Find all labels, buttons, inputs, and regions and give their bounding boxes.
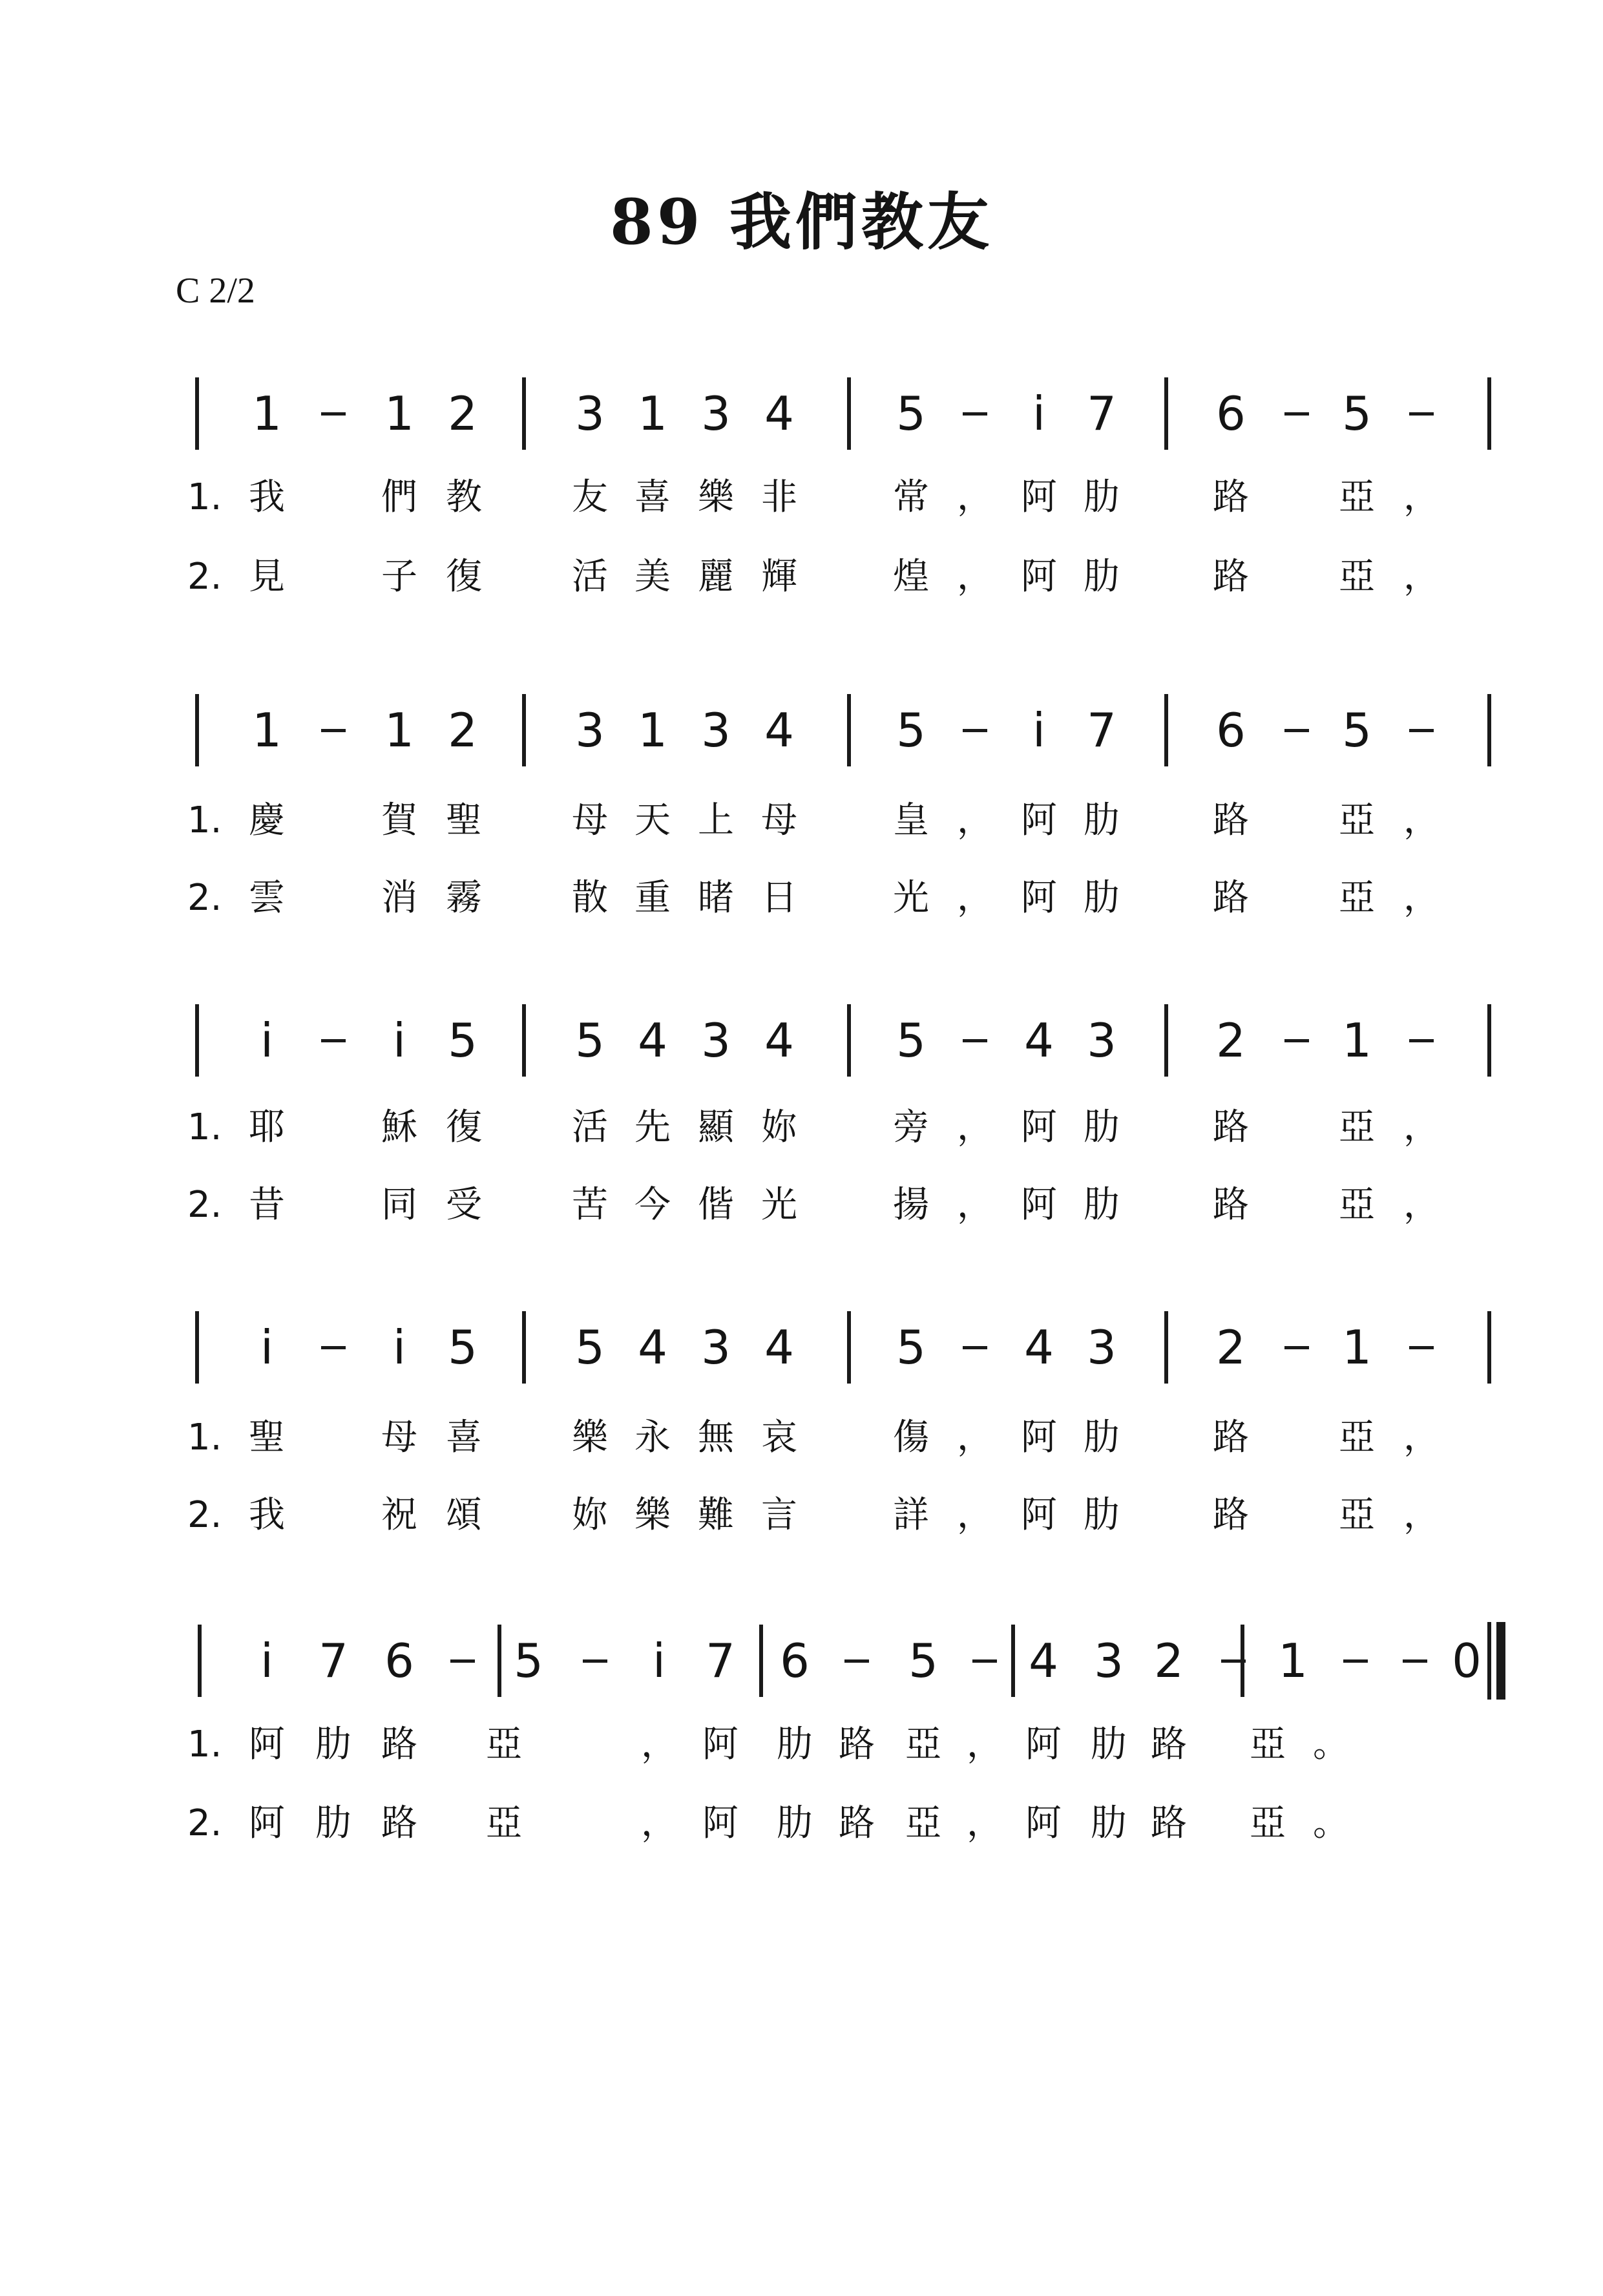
lyric-syllable: 我 <box>249 1494 285 1536</box>
note: 3 <box>701 386 731 441</box>
lyric-syllable: 今 <box>634 1184 671 1226</box>
note: 6 <box>1216 386 1246 441</box>
lyric-syllable: 雲 <box>249 877 285 919</box>
lyric-syllable: 樂 <box>572 1417 608 1459</box>
lyric-syllable: ， <box>957 476 993 518</box>
lyric-syllable: 亞 <box>1339 1184 1375 1226</box>
note: 4 <box>1024 1320 1054 1374</box>
lyric-syllable: 哀 <box>761 1417 797 1459</box>
lyric-syllable: 亞 <box>1339 877 1375 919</box>
lyric-syllable: 我 <box>249 476 285 518</box>
lyric-syllable: 妳 <box>572 1494 608 1536</box>
lyric-syllable: 肋 <box>1084 1106 1120 1148</box>
note-high-do: i <box>392 1320 406 1374</box>
lyric-line <box>0 1494 1603 1536</box>
lyric-syllable: 阿 <box>702 1802 739 1844</box>
verse-number: 2. <box>187 556 222 598</box>
lyric-syllable: 阿 <box>702 1723 739 1765</box>
barline <box>847 1311 851 1384</box>
note: 4 <box>764 386 794 441</box>
final-barline-thin <box>1487 1622 1491 1700</box>
lyric-syllable: 皇 <box>893 799 929 841</box>
note-high-do: i <box>652 1634 666 1688</box>
lyric-syllable: 散 <box>572 877 608 919</box>
note-hold <box>1403 1638 1427 1684</box>
verse-number: 2. <box>187 1802 222 1844</box>
lyric-syllable: ， <box>1403 1184 1440 1226</box>
lyric-syllable: ， <box>957 877 993 919</box>
lyric-syllable: 亞 <box>905 1802 941 1844</box>
note-high-do: i <box>1032 386 1046 441</box>
note-high-do: i <box>260 1634 274 1688</box>
lyric-syllable: 復 <box>446 1106 482 1148</box>
lyric-syllable: 霧 <box>446 877 482 919</box>
lyric-syllable: ， <box>1403 877 1440 919</box>
lyric-syllable: 樂 <box>634 1494 671 1536</box>
lyric-syllable: 肋 <box>315 1723 351 1765</box>
note: 3 <box>701 1013 731 1068</box>
note: 2 <box>448 703 477 757</box>
note: 6 <box>384 1634 414 1688</box>
lyric-syllable: 路 <box>1213 1184 1249 1226</box>
note-hold <box>1344 1638 1367 1684</box>
note: 4 <box>1029 1634 1058 1688</box>
lyric-syllable: ， <box>1403 1417 1440 1459</box>
lyric-syllable: 傷 <box>893 1417 929 1459</box>
note-hold <box>583 1638 607 1684</box>
note: 4 <box>764 703 794 757</box>
lyric-syllable: 肋 <box>1084 476 1120 518</box>
lyric-syllable: 揚 <box>893 1184 929 1226</box>
lyric-syllable: 肋 <box>315 1802 351 1844</box>
lyric-syllable: 。 <box>1313 1802 1349 1844</box>
lyric-syllable: 樂 <box>698 476 734 518</box>
barline <box>198 1625 202 1697</box>
note: 5 <box>1342 703 1372 757</box>
lyric-syllable: ， <box>957 1184 993 1226</box>
lyric-syllable: 見 <box>249 556 285 598</box>
lyric-syllable: 賀 <box>381 799 417 841</box>
lyric-syllable: 路 <box>1151 1802 1187 1844</box>
lyric-syllable: 肋 <box>1091 1802 1127 1844</box>
note-high-do: i <box>1032 703 1046 757</box>
lyric-syllable: 肋 <box>1091 1723 1127 1765</box>
barline <box>498 1625 501 1697</box>
note-hold <box>451 1638 474 1684</box>
lyric-syllable: 美 <box>634 556 671 598</box>
verse-number: 2. <box>187 1184 222 1226</box>
score-system <box>0 703 1603 757</box>
lyric-syllable: 路 <box>381 1802 417 1844</box>
lyric-syllable: ， <box>957 556 993 598</box>
note-hold <box>322 390 345 437</box>
lyric-syllable: 消 <box>381 877 417 919</box>
lyric-line <box>0 877 1603 919</box>
lyric-syllable: 祝 <box>381 1494 417 1536</box>
lyric-syllable: 輝 <box>761 556 797 598</box>
lyric-syllable: 路 <box>839 1802 875 1844</box>
lyric-syllable: 母 <box>381 1417 417 1459</box>
verse-number: 1. <box>187 1723 222 1765</box>
note-high-do: i <box>260 1320 274 1374</box>
barline <box>847 377 851 450</box>
lyric-syllable: 亞 <box>486 1802 522 1844</box>
lyric-syllable: 受 <box>446 1184 482 1226</box>
lyric-syllable: 亞 <box>1339 556 1375 598</box>
barline <box>522 377 526 450</box>
lyric-syllable: 亞 <box>1339 799 1375 841</box>
note: 4 <box>764 1013 794 1068</box>
note: 1 <box>384 703 414 757</box>
note-hold <box>963 707 987 753</box>
note: 4 <box>638 1320 667 1374</box>
barline <box>195 694 199 766</box>
lyric-syllable: 聖 <box>249 1417 285 1459</box>
verse-number: 2. <box>187 1494 222 1536</box>
lyric-line <box>0 1184 1603 1226</box>
note-high-do: i <box>260 1013 274 1068</box>
note-hold <box>1285 1017 1308 1064</box>
note: 6 <box>1216 703 1246 757</box>
lyric-syllable: 復 <box>446 556 482 598</box>
lyric-syllable: 頌 <box>446 1494 482 1536</box>
lyric-syllable: 阿 <box>1021 1494 1057 1536</box>
note-hold <box>1410 707 1433 753</box>
lyric-syllable: 阿 <box>1021 1106 1057 1148</box>
lyric-syllable: 耶 <box>249 1106 285 1148</box>
note: 7 <box>706 1634 735 1688</box>
lyric-syllable: 顯 <box>698 1106 734 1148</box>
lyric-syllable: 麗 <box>698 556 734 598</box>
lyric-syllable: 同 <box>381 1184 417 1226</box>
barline <box>1164 694 1168 766</box>
lyric-syllable: ， <box>957 1417 993 1459</box>
lyric-syllable: 光 <box>761 1184 797 1226</box>
lyric-syllable: 穌 <box>381 1106 417 1148</box>
note: 5 <box>896 1320 926 1374</box>
note: 4 <box>638 1013 667 1068</box>
note: 4 <box>764 1320 794 1374</box>
lyric-syllable: 妳 <box>761 1106 797 1148</box>
lyric-syllable: ， <box>957 799 993 841</box>
barline <box>195 377 199 450</box>
lyric-syllable: ， <box>967 1802 1003 1844</box>
note: 3 <box>1094 1634 1124 1688</box>
barline <box>1487 377 1491 450</box>
barline <box>1164 377 1168 450</box>
lyric-syllable: 肋 <box>1084 1417 1120 1459</box>
lyric-syllable: 昔 <box>249 1184 285 1226</box>
lyric-syllable: 無 <box>698 1417 734 1459</box>
note-hold <box>845 1638 868 1684</box>
lyric-syllable: 亞 <box>1339 1417 1375 1459</box>
note: 5 <box>575 1013 605 1068</box>
lyric-syllable: ， <box>1403 1106 1440 1148</box>
note-hold <box>1285 707 1308 753</box>
note: 3 <box>1087 1013 1116 1068</box>
lyric-syllable: 母 <box>572 799 608 841</box>
note-hold <box>322 707 345 753</box>
note: 5 <box>575 1320 605 1374</box>
verse-number: 1. <box>187 1106 222 1148</box>
lyric-syllable: 活 <box>572 556 608 598</box>
lyric-syllable: 天 <box>634 799 671 841</box>
hymn-title: 89 我們教友 <box>609 185 993 258</box>
lyric-syllable: 肋 <box>1084 799 1120 841</box>
note: 3 <box>1087 1320 1116 1374</box>
note-hold <box>1410 1017 1433 1064</box>
note-hold <box>973 1638 996 1684</box>
lyric-syllable: 子 <box>381 556 417 598</box>
lyric-syllable: ， <box>1403 1494 1440 1536</box>
note: 1 <box>1342 1320 1372 1374</box>
lyric-syllable: 路 <box>1213 799 1249 841</box>
note: 2 <box>1216 1013 1246 1068</box>
barline <box>522 1311 526 1384</box>
lyric-syllable: 詳 <box>893 1494 929 1536</box>
lyric-syllable: ， <box>967 1723 1003 1765</box>
note: 3 <box>575 386 605 441</box>
barline <box>1487 1311 1491 1384</box>
note: 5 <box>448 1320 477 1374</box>
note: 1 <box>638 703 667 757</box>
lyric-syllable: 友 <box>572 476 608 518</box>
lyric-syllable: 阿 <box>1021 877 1057 919</box>
lyric-syllable: 路 <box>1213 556 1249 598</box>
lyric-syllable: 教 <box>446 476 482 518</box>
barline <box>847 694 851 766</box>
lyric-syllable: 喜 <box>446 1417 482 1459</box>
lyric-syllable: 難 <box>698 1494 734 1536</box>
note-hold <box>963 1017 987 1064</box>
note: 1 <box>252 386 282 441</box>
lyric-syllable: 上 <box>698 799 734 841</box>
note: 5 <box>908 1634 938 1688</box>
barline <box>195 1311 199 1384</box>
lyric-syllable: 阿 <box>1021 1417 1057 1459</box>
note: 1 <box>252 703 282 757</box>
lyric-syllable: 們 <box>381 476 417 518</box>
note-hold <box>1285 390 1308 437</box>
note: 5 <box>448 1013 477 1068</box>
lyric-syllable: 非 <box>761 476 797 518</box>
lyric-syllable: ， <box>1403 799 1440 841</box>
note: 7 <box>1087 386 1116 441</box>
note: 7 <box>319 1634 348 1688</box>
barline <box>522 694 526 766</box>
lyric-syllable: 永 <box>634 1417 671 1459</box>
lyric-line <box>0 556 1603 598</box>
note: 3 <box>701 1320 731 1374</box>
verse-number: 1. <box>187 476 222 518</box>
barline <box>195 1004 199 1077</box>
note-hold <box>1222 1638 1245 1684</box>
lyric-syllable: 阿 <box>249 1723 285 1765</box>
lyric-syllable: 聖 <box>446 799 482 841</box>
note: 5 <box>896 1013 926 1068</box>
lyric-syllable: 路 <box>1213 877 1249 919</box>
lyric-syllable: 路 <box>1213 1417 1249 1459</box>
barline <box>759 1625 763 1697</box>
lyric-syllable: 肋 <box>1084 877 1120 919</box>
lyric-syllable: 肋 <box>1084 1494 1120 1536</box>
lyric-syllable: 。 <box>1313 1723 1349 1765</box>
lyric-syllable: ， <box>641 1723 677 1765</box>
lyric-syllable: 肋 <box>777 1802 813 1844</box>
lyric-syllable: 光 <box>893 877 929 919</box>
barline <box>1487 1004 1491 1077</box>
lyric-syllable: 煌 <box>893 556 929 598</box>
lyric-syllable: 亞 <box>1339 476 1375 518</box>
note: 7 <box>1087 703 1116 757</box>
verse-number: 1. <box>187 799 222 841</box>
note: 3 <box>701 703 731 757</box>
note: 2 <box>1154 1634 1184 1688</box>
lyric-syllable: 苦 <box>572 1184 608 1226</box>
lyric-syllable: 先 <box>634 1106 671 1148</box>
lyric-syllable: 母 <box>761 799 797 841</box>
note: 0 <box>1452 1634 1482 1688</box>
lyric-syllable: ， <box>641 1802 677 1844</box>
note-hold <box>963 390 987 437</box>
score-system <box>0 1013 1603 1068</box>
note: 2 <box>448 386 477 441</box>
lyric-syllable: 路 <box>1213 1106 1249 1148</box>
note: 1 <box>384 386 414 441</box>
note-high-do: i <box>392 1013 406 1068</box>
note: 1 <box>1342 1013 1372 1068</box>
lyric-syllable: 阿 <box>1025 1802 1062 1844</box>
lyric-syllable: 阿 <box>1025 1723 1062 1765</box>
lyric-syllable: ， <box>1403 476 1440 518</box>
lyric-syllable: 亞 <box>1339 1106 1375 1148</box>
barline <box>847 1004 851 1077</box>
lyric-syllable: 路 <box>381 1723 417 1765</box>
lyric-syllable: 活 <box>572 1106 608 1148</box>
barline <box>1487 694 1491 766</box>
note: 5 <box>896 386 926 441</box>
lyric-syllable: 阿 <box>1021 1184 1057 1226</box>
note: 1 <box>638 386 667 441</box>
lyric-syllable: 重 <box>634 877 671 919</box>
key-signature: C 2/2 <box>176 271 255 311</box>
lyric-syllable: 肋 <box>1084 1184 1120 1226</box>
note: 2 <box>1216 1320 1246 1374</box>
lyric-syllable: 常 <box>893 476 929 518</box>
barline <box>1164 1004 1168 1077</box>
lyric-syllable: 路 <box>1213 1494 1249 1536</box>
note-hold <box>1410 390 1433 437</box>
lyric-syllable: ， <box>957 1106 993 1148</box>
lyric-syllable: 睹 <box>698 877 734 919</box>
lyric-syllable: 偕 <box>698 1184 734 1226</box>
note: 5 <box>1342 386 1372 441</box>
note: 5 <box>896 703 926 757</box>
lyric-syllable: 旁 <box>893 1106 929 1148</box>
lyric-syllable: 亞 <box>905 1723 941 1765</box>
note: 6 <box>780 1634 810 1688</box>
note: 3 <box>575 703 605 757</box>
note: 5 <box>514 1634 543 1688</box>
lyric-syllable: 路 <box>1213 476 1249 518</box>
lyric-syllable: 阿 <box>1021 556 1057 598</box>
lyric-syllable: 亞 <box>1250 1723 1286 1765</box>
lyric-syllable: 亞 <box>1339 1494 1375 1536</box>
note: 1 <box>1278 1634 1308 1688</box>
lyric-syllable: 路 <box>1151 1723 1187 1765</box>
verse-number: 1. <box>187 1417 222 1459</box>
verse-number: 2. <box>187 877 222 919</box>
lyric-syllable: 亞 <box>486 1723 522 1765</box>
score-system <box>0 1320 1603 1374</box>
lyric-syllable: 慶 <box>249 799 285 841</box>
lyric-syllable: 阿 <box>1021 799 1057 841</box>
lyric-syllable: 阿 <box>1021 476 1057 518</box>
barline <box>522 1004 526 1077</box>
lyric-syllable: 日 <box>761 877 797 919</box>
note: 4 <box>1024 1013 1054 1068</box>
note-hold <box>1410 1324 1433 1371</box>
final-barline-thick <box>1496 1622 1505 1700</box>
note-hold <box>322 1324 345 1371</box>
lyric-syllable: 路 <box>839 1723 875 1765</box>
lyric-syllable: 喜 <box>634 476 671 518</box>
barline <box>1011 1625 1015 1697</box>
lyric-syllable: 肋 <box>777 1723 813 1765</box>
note-hold <box>322 1017 345 1064</box>
lyric-syllable: ， <box>957 1494 993 1536</box>
lyric-syllable: 阿 <box>249 1802 285 1844</box>
note-hold <box>963 1324 987 1371</box>
note-hold <box>1285 1324 1308 1371</box>
lyric-syllable: 言 <box>761 1494 797 1536</box>
lyric-syllable: 肋 <box>1084 556 1120 598</box>
barline <box>1164 1311 1168 1384</box>
lyric-syllable: ， <box>1403 556 1440 598</box>
lyric-syllable: 亞 <box>1250 1802 1286 1844</box>
